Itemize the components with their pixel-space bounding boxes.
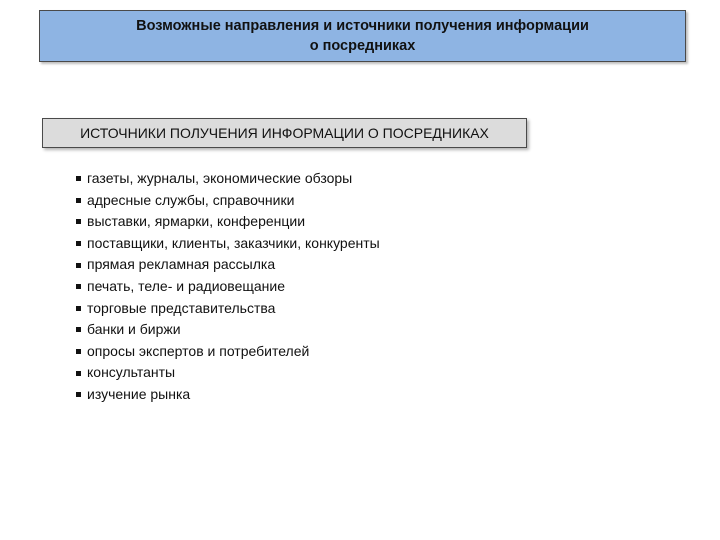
sources-heading-box — [42, 118, 527, 148]
square-bullet-icon — [76, 284, 81, 289]
slide-title-line-2: о посредниках — [309, 38, 416, 54]
list-item-text: печать, теле- и радиовещание — [87, 277, 286, 294]
square-bullet-icon — [76, 306, 81, 311]
square-bullet-icon — [76, 241, 81, 246]
list-item — [74, 319, 380, 341]
list-item-text: опросы экспертов и потребителей — [87, 342, 310, 359]
sources-list — [74, 168, 380, 406]
list-item-text: выставки, ярмарки, конференции — [87, 213, 306, 230]
list-item-text: торговые представительства — [87, 299, 276, 316]
list-item — [74, 211, 380, 233]
slide-title-box — [39, 10, 686, 62]
list-item-text: консультанты — [87, 364, 176, 381]
sources-heading: ИСТОЧНИКИ ПОЛУЧЕНИЯ ИНФОРМАЦИИ О ПОСРЕДНИКАХ — [80, 125, 489, 141]
list-item-text: банки и биржи — [87, 321, 181, 338]
list-item-text: поставщики, клиенты, заказчики, конкуренты — [87, 234, 380, 251]
list-item — [74, 341, 380, 363]
list-item-text: адресные службы, справочники — [87, 191, 295, 208]
list-item-text: изучение рынка — [87, 385, 191, 402]
list-item — [74, 190, 380, 212]
square-bullet-icon — [76, 219, 81, 224]
list-item — [74, 233, 380, 255]
list-item — [74, 298, 380, 320]
square-bullet-icon — [76, 198, 81, 203]
list-item-text: прямая рекламная рассылка — [87, 256, 276, 273]
square-bullet-icon — [76, 263, 81, 268]
slide-title-line-1: Возможные направления и источники получения информации — [136, 18, 589, 34]
list-item — [74, 254, 380, 276]
square-bullet-icon — [76, 392, 81, 397]
square-bullet-icon — [76, 349, 81, 354]
square-bullet-icon — [76, 176, 81, 181]
square-bullet-icon — [76, 371, 81, 376]
list-item — [74, 362, 380, 384]
list-item-text: газеты, журналы, экономические обзоры — [87, 170, 353, 186]
list-item — [74, 384, 380, 406]
square-bullet-icon — [76, 327, 81, 332]
list-item — [74, 168, 380, 190]
list-item — [74, 276, 380, 298]
